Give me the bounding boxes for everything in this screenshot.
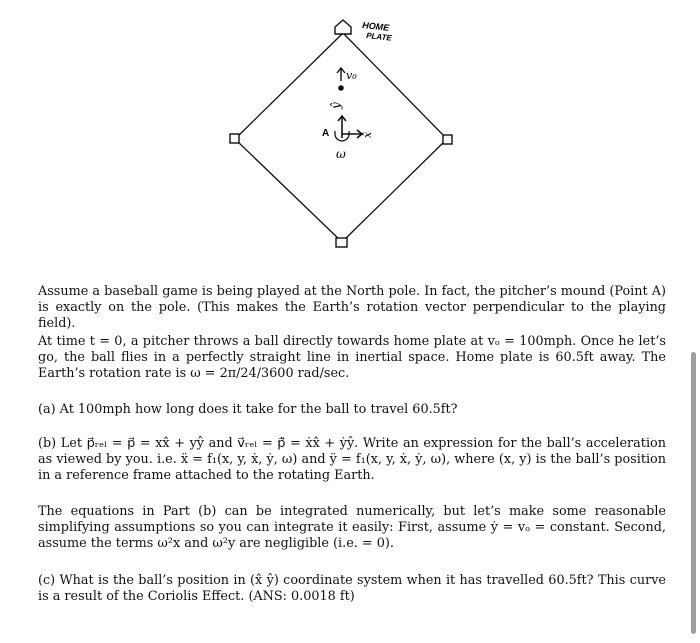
ball xyxy=(338,85,344,91)
point-a-label: A xyxy=(322,128,330,139)
baseball-diamond-diagram xyxy=(0,0,700,270)
diamond-outline xyxy=(235,33,447,242)
second-base xyxy=(336,238,347,247)
omega-label: ω xyxy=(336,147,346,161)
x-axis-arrow xyxy=(342,130,362,138)
third-base xyxy=(230,134,239,143)
simplifying-assumptions: The equations in Part (b) can be integrated numerically, but let’s make some reasonable simplifying assumptions so you can integrate it easily: First, assume ẏ = vₒ = constant. Second, assume the terms ω²x and ω²y are negligible (i.e. = 0). xyxy=(38,504,666,551)
home-plate-label-line2: PLATE xyxy=(365,31,393,43)
first-base xyxy=(443,135,452,144)
vertical-scrollbar[interactable] xyxy=(691,352,696,634)
x-axis-label: x̂ xyxy=(361,131,374,138)
question-part-c: (c) What is the ball’s position in (x̂ ŷ) coordinate system when it has travelled 60.5ft? This curve is a result of the Coriolis Effect. (ANS: 0.0018 ft) xyxy=(38,573,666,604)
home-plate-label-line1: HOME xyxy=(361,20,390,33)
question-part-b: (b) Let p⃗ᵣₑₗ = p⃗ = xx̂ + yŷ and v⃗ᵣₑₗ = p⃗̇ = ẋx̂ + ẏŷ. Write an expression for the ball’s acceleration as viewed by you. i.e. ẍ = f₁(x, y, ẋ, ẏ, ω) and ÿ = f₁(x, y, ẋ, ẏ, ω), where (x, y) is the ball’s position in a reference frame attached to the rotating Earth. xyxy=(38,436,666,483)
y-axis-label: ŷ xyxy=(329,102,343,109)
problem-setup: At time t = 0, a pitcher throws a ball directly towards home plate at vₒ = 100mph. Once he let’s go, the ball flies in a perfectly straight line in inertial space. Home plate is 60.5ft away. The Earth’s rotation rate is ω = 2π/24/3600 rad/sec. xyxy=(38,334,666,381)
problem-intro: Assume a baseball game is being played at the North pole. In fact, the pitcher’s mound (Point A) is exactly on the pole. (This makes the Earth’s rotation vector perpendicular to the playing field). xyxy=(38,284,666,331)
question-part-a: (a) At 100mph how long does it take for the ball to travel 60.5ft? xyxy=(38,402,458,417)
velocity-arrow xyxy=(337,68,345,81)
velocity-label: v₀ xyxy=(346,69,357,82)
home-plate xyxy=(335,20,351,34)
